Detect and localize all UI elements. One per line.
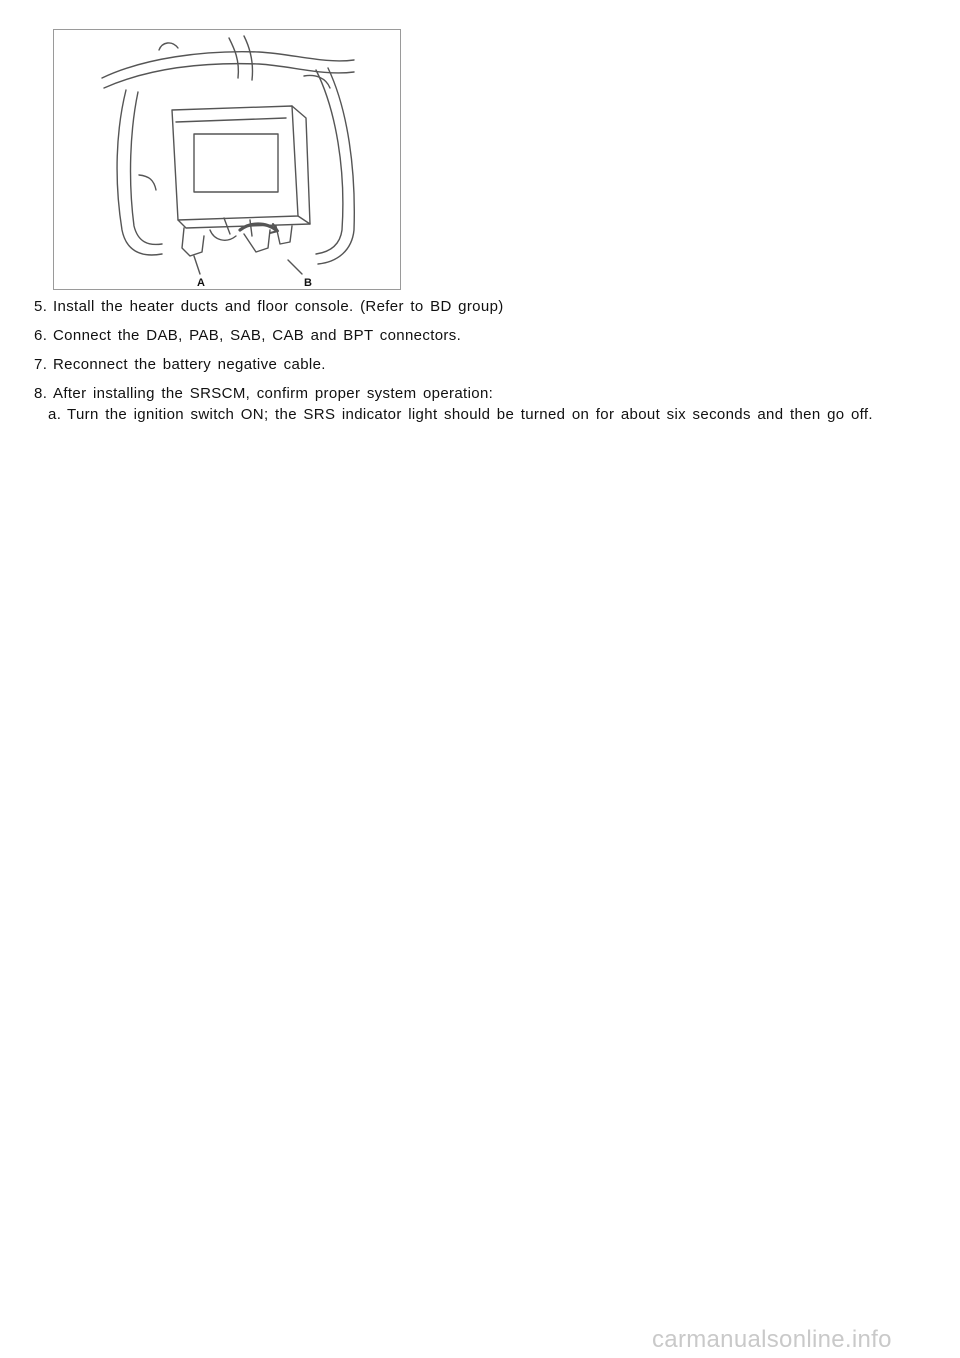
step-number: 8. — [34, 385, 48, 402]
procedure-steps — [34, 298, 934, 435]
step-8-substeps — [48, 406, 934, 424]
srscm-illustration — [53, 29, 401, 290]
step-text: Reconnect the battery negative cable. — [53, 356, 326, 373]
substep-a — [48, 406, 934, 424]
watermark: carmanualsonline.info — [652, 1326, 892, 1353]
substep-text: Turn the ignition switch ON; the SRS indicator light should be turned on for about six seconds and then go off. — [67, 406, 873, 423]
srscm-mounting-illustration-icon — [54, 30, 400, 289]
label-b: B — [304, 277, 312, 289]
step-7 — [34, 356, 934, 374]
step-number: 7. — [34, 356, 48, 373]
step-8 — [34, 385, 934, 424]
step-6 — [34, 327, 934, 345]
step-number: 6. — [34, 327, 48, 344]
step-5 — [34, 298, 934, 316]
step-text: Install the heater ducts and floor console. (Refer to BD group) — [53, 298, 504, 315]
step-text: After installing the SRSCM, confirm proper system operation: — [53, 385, 494, 402]
label-a: A — [197, 277, 205, 289]
substep-letter: a. — [48, 406, 62, 423]
step-text: Connect the DAB, PAB, SAB, CAB and BPT connectors. — [53, 327, 462, 344]
step-number: 5. — [34, 298, 48, 315]
